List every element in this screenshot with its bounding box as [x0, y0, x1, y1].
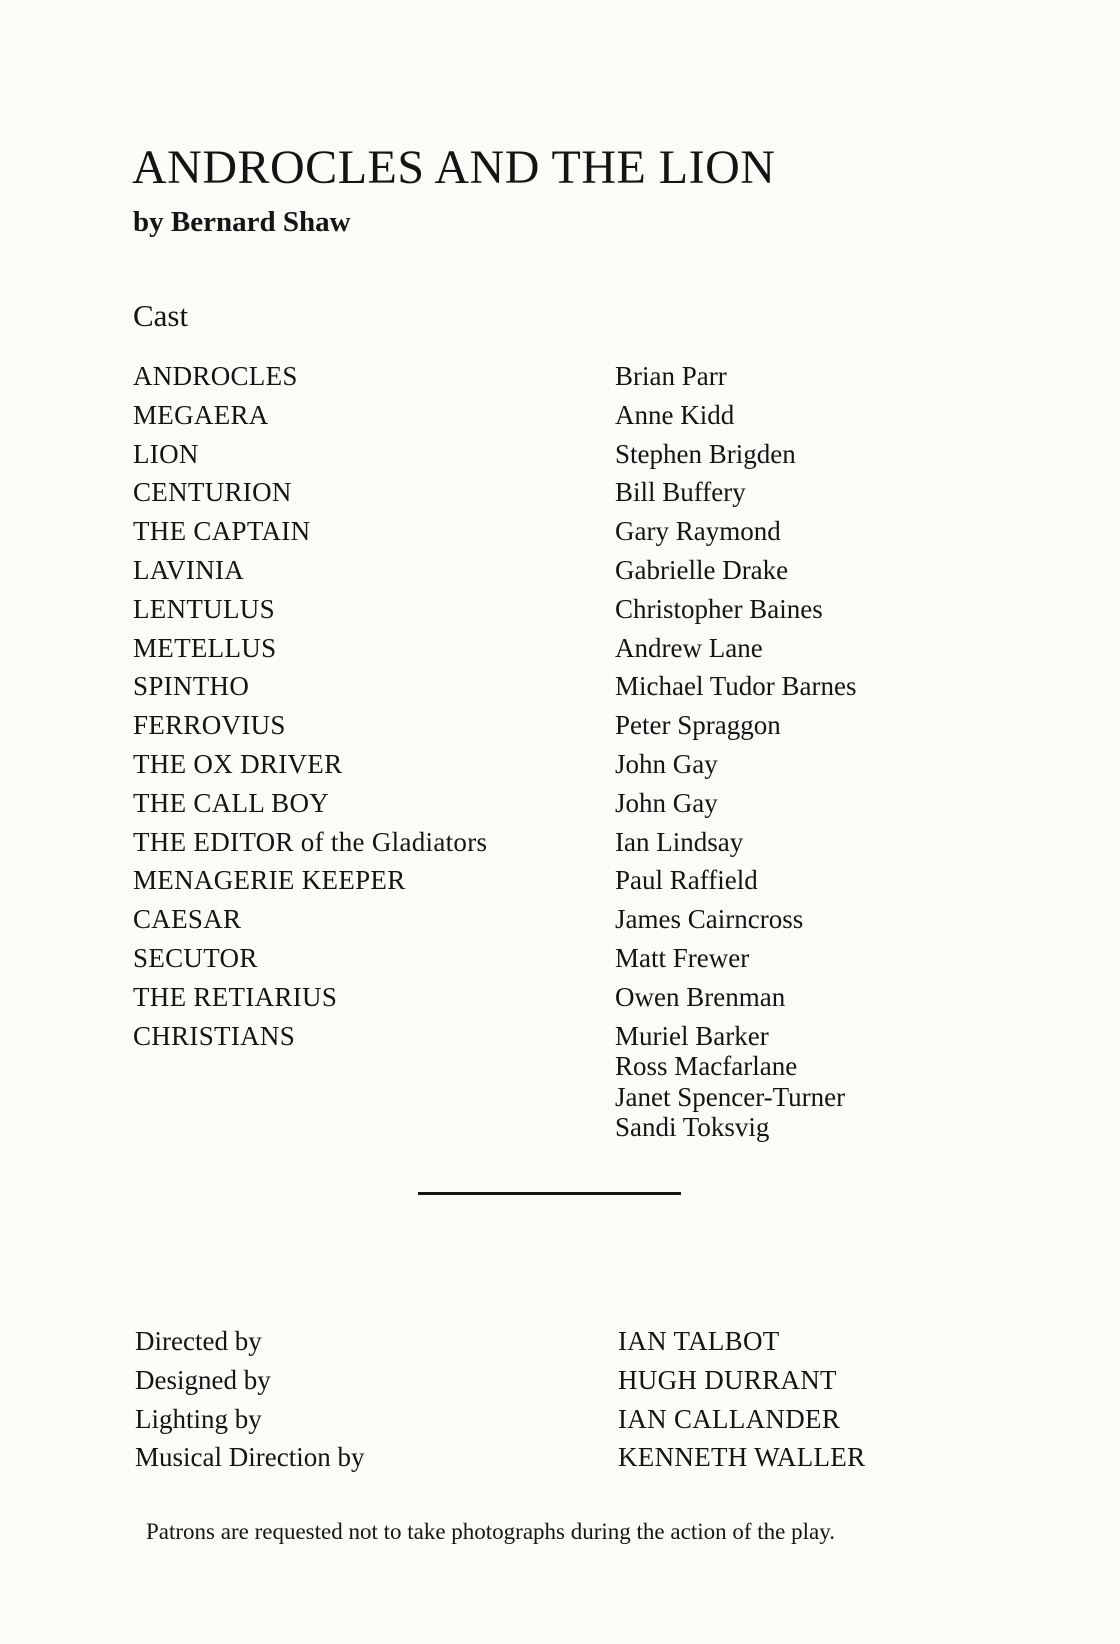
- cast-row: [133, 512, 933, 551]
- cast-role: LION: [133, 438, 199, 469]
- cast-role: SPINTHO: [133, 671, 250, 702]
- cast-row: [133, 745, 933, 784]
- cast-row: [133, 706, 933, 745]
- credit-row: [135, 1400, 935, 1439]
- credit-name: KENNETH WALLER: [618, 1442, 866, 1473]
- credit-name: IAN CALLANDER: [618, 1403, 841, 1434]
- cast-heading: Cast: [133, 298, 189, 333]
- cast-row: [133, 590, 933, 629]
- credit-role: Designed by: [135, 1364, 271, 1395]
- section-divider: [418, 1192, 681, 1195]
- cast-actor: Andrew Lane: [615, 632, 763, 663]
- credit-name: IAN TALBOT: [618, 1326, 780, 1356]
- cast-actor: James Cairncross: [615, 904, 804, 935]
- cast-actor: Stephen Brigden: [615, 438, 796, 469]
- cast-role: FERROVIUS: [133, 710, 286, 741]
- cast-actor: Brian Parr: [615, 361, 727, 391]
- cast-row: [133, 435, 933, 474]
- cast-role: THE RETIARIUS: [133, 981, 338, 1012]
- cast-actor: John Gay: [615, 748, 718, 779]
- cast-actor: Matt Frewer: [615, 942, 750, 973]
- cast-actor: John Gay: [615, 787, 718, 818]
- cast-row: [133, 551, 933, 590]
- cast-role: METELLUS: [133, 632, 277, 663]
- cast-row: [133, 900, 933, 939]
- credit-row: [135, 1361, 935, 1400]
- cast-actor: Gabrielle Drake: [615, 554, 789, 585]
- cast-actor: Janet Spencer-Turner: [615, 1081, 846, 1112]
- cast-role: THE CAPTAIN: [133, 516, 311, 547]
- cast-actor: Owen Brenman: [615, 981, 786, 1012]
- cast-actor-group: [615, 1017, 845, 1143]
- cast-role: CHRISTIANS: [133, 1020, 296, 1051]
- credit-row: [135, 1322, 935, 1361]
- photography-notice: Patrons are requested not to take photographs during the action of the play.: [146, 1519, 835, 1544]
- cast-actor: Paul Raffield: [615, 865, 758, 896]
- cast-row: [133, 629, 933, 668]
- cast-actor: Peter Spraggon: [615, 710, 781, 741]
- cast-actor: Anne Kidd: [615, 399, 735, 430]
- cast-actor: Ian Lindsay: [615, 826, 744, 857]
- cast-row: [133, 396, 933, 435]
- credit-role: Musical Direction by: [135, 1442, 365, 1473]
- cast-list: [133, 357, 933, 1143]
- cast-row: [133, 473, 933, 512]
- cast-row: [133, 861, 933, 900]
- credit-role: Directed by: [135, 1326, 262, 1356]
- cast-actor: Christopher Baines: [615, 593, 823, 624]
- cast-row: [133, 1017, 933, 1143]
- cast-role: SECUTOR: [133, 942, 258, 973]
- cast-role: CENTURION: [133, 477, 292, 508]
- credit-name: HUGH DURRANT: [618, 1364, 837, 1395]
- cast-role: LAVINIA: [133, 554, 245, 585]
- cast-role: THE EDITOR of the Gladiators: [133, 826, 488, 857]
- credit-role: Lighting by: [135, 1403, 262, 1434]
- cast-actor: Michael Tudor Barnes: [615, 671, 857, 702]
- play-title: ANDROCLES AND THE LION: [132, 141, 776, 194]
- cast-row: [133, 823, 933, 862]
- cast-role: THE CALL BOY: [133, 787, 330, 818]
- cast-role: CAESAR: [133, 904, 242, 935]
- cast-role: LENTULUS: [133, 593, 275, 624]
- author-line: by Bernard Shaw: [133, 206, 351, 238]
- cast-actor: Bill Buffery: [615, 477, 746, 508]
- cast-row: [133, 784, 933, 823]
- cast-row: [133, 667, 933, 706]
- cast-row: [133, 939, 933, 978]
- cast-role: MENAGERIE KEEPER: [133, 865, 406, 896]
- cast-row: [133, 978, 933, 1017]
- cast-actor: Ross Macfarlane: [615, 1051, 798, 1082]
- cast-role: ANDROCLES: [133, 361, 298, 391]
- cast-row: [133, 357, 933, 396]
- cast-role: MEGAERA: [133, 399, 269, 430]
- production-credits: [135, 1322, 935, 1477]
- cast-actor: Sandi Toksvig: [615, 1112, 770, 1143]
- cast-actor: Gary Raymond: [615, 516, 781, 547]
- cast-role: THE OX DRIVER: [133, 748, 343, 779]
- cast-actor: Muriel Barker: [615, 1020, 769, 1051]
- credit-row: [135, 1438, 935, 1477]
